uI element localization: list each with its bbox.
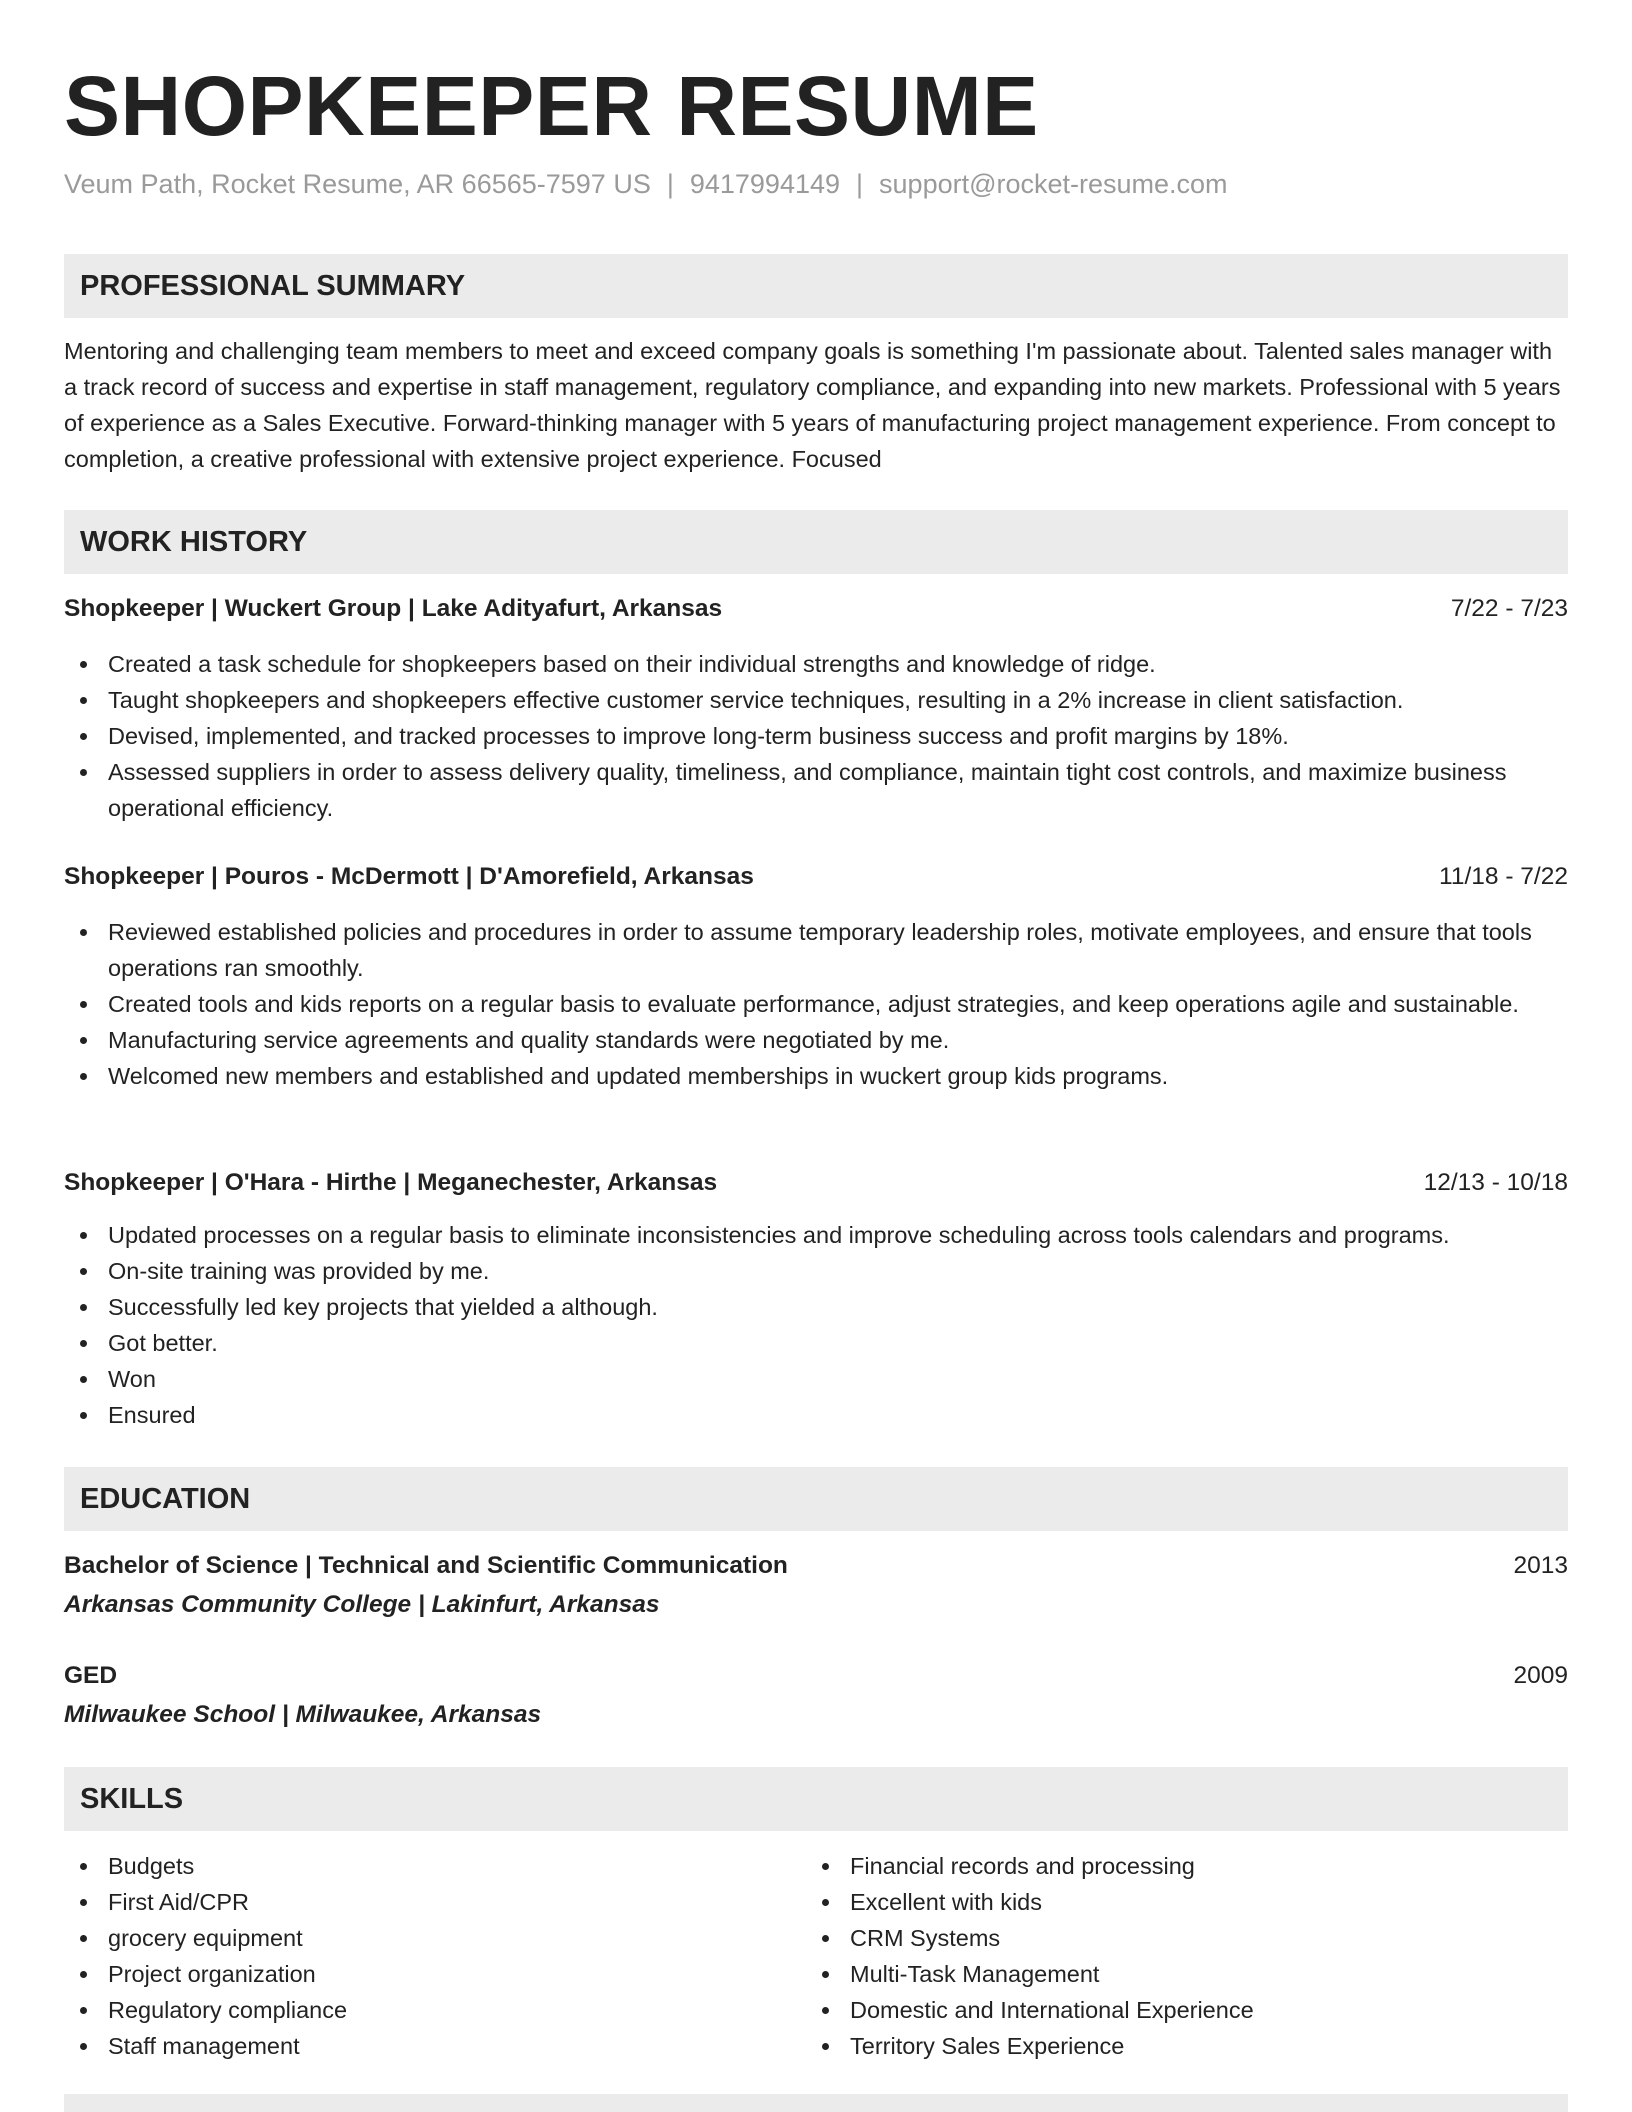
job-dates: 12/13 - 10/18 bbox=[1423, 1169, 1568, 1196]
section-header-summary bbox=[64, 254, 1568, 318]
list-item: Got better. bbox=[108, 1325, 1568, 1361]
section-header-education bbox=[64, 1467, 1568, 1531]
list-item: Taught shopkeepers and shopkeepers effective customer service techniques, resulting in a 2% increase in client satisfaction. bbox=[108, 682, 1568, 718]
list-item: Created tools and kids reports on a regular basis to evaluate performance, adjust strategies, and keep operations agile and sustainable. bbox=[108, 986, 1568, 1022]
degree-title: GED bbox=[64, 1662, 118, 1689]
skill-item: Staff management bbox=[108, 2028, 764, 2064]
skill-item: grocery equipment bbox=[108, 1920, 764, 1956]
job-dates: 7/22 - 7/23 bbox=[1450, 595, 1568, 622]
skills-list bbox=[64, 1848, 764, 2064]
list-item: Successfully led key projects that yielded a although. bbox=[108, 1289, 1568, 1325]
job-header bbox=[64, 591, 1568, 627]
job-header bbox=[64, 1165, 1568, 1201]
skill-item: Domestic and International Experience bbox=[850, 1992, 1546, 2028]
skill-item: Excellent with kids bbox=[850, 1884, 1546, 1920]
skill-item: Regulatory compliance bbox=[108, 1992, 764, 2028]
skill-item: Project organization bbox=[108, 1956, 764, 1992]
section-header-skills bbox=[64, 1767, 1568, 1831]
contact-email: support@rocket-resume.com bbox=[879, 169, 1228, 199]
section-header-next bbox=[64, 2094, 1568, 2112]
skill-item: First Aid/CPR bbox=[108, 1884, 764, 1920]
job-title: Shopkeeper | Pouros - McDermott | D'Amorefield, Arkansas bbox=[64, 863, 754, 890]
skill-item: Territory Sales Experience bbox=[850, 2028, 1546, 2064]
skill-item: Multi-Task Management bbox=[850, 1956, 1546, 1992]
contact-separator: | bbox=[666, 169, 674, 199]
section-title: SKILLS bbox=[80, 1783, 184, 1815]
list-item: Updated processes on a regular basis to eliminate inconsistencies and improve scheduling across tools calendars and programs. bbox=[108, 1217, 1568, 1253]
degree-year: 2013 bbox=[1513, 1552, 1568, 1579]
job-title: Shopkeeper | O'Hara - Hirthe | Meganechester, Arkansas bbox=[64, 1169, 718, 1196]
contact-separator: | bbox=[856, 169, 864, 199]
section-header-work-history bbox=[64, 510, 1568, 574]
skills-list bbox=[806, 1848, 1546, 2064]
list-item: Reviewed established policies and procedures in order to assume temporary leadership roles, motivate employees, and ensure that tools operations ran smoothly. bbox=[108, 914, 1568, 986]
education-degree bbox=[64, 1658, 1568, 1694]
contact-line bbox=[64, 166, 1228, 202]
skill-item: CRM Systems bbox=[850, 1920, 1546, 1956]
section-title: EDUCATION bbox=[80, 1483, 251, 1515]
skill-item: Budgets bbox=[108, 1848, 764, 1884]
job-bullets bbox=[64, 914, 1568, 1094]
section-title: WORK HISTORY bbox=[80, 526, 308, 558]
contact-address: Veum Path, Rocket Resume, AR 66565-7597 US bbox=[64, 169, 651, 199]
skill-item: Financial records and processing bbox=[850, 1848, 1546, 1884]
contact-phone: 9417994149 bbox=[689, 169, 841, 199]
job-dates: 11/18 - 7/22 bbox=[1439, 863, 1568, 890]
education-school: Milwaukee School | Milwaukee, Arkansas bbox=[64, 1701, 542, 1728]
education-degree bbox=[64, 1548, 1568, 1584]
job-bullets bbox=[64, 646, 1568, 826]
education-school: Arkansas Community College | Lakinfurt, Arkansas bbox=[64, 1591, 660, 1618]
degree-title: Bachelor of Science | Technical and Scientific Communication bbox=[64, 1552, 788, 1579]
job-title: Shopkeeper | Wuckert Group | Lake Adityafurt, Arkansas bbox=[64, 595, 723, 622]
job-bullets bbox=[64, 1217, 1568, 1433]
list-item: Assessed suppliers in order to assess delivery quality, timeliness, and compliance, maintain tight cost controls, and maximize business operational efficiency. bbox=[108, 754, 1568, 826]
summary-text: Mentoring and challenging team members to meet and exceed company goals is something I'm passionate about. Talented sales manager with a track record of success and expertise in staff management, regulatory compliance, and expanding into new markets. Professional with 5 years of experience as a Sales Executive. Forward-thinking manager with 5 years of manufacturing project management experience. From concept to completion, a creative professional with extensive project experience. Focused bbox=[64, 338, 1561, 472]
list-item: On-site training was provided by me. bbox=[108, 1253, 1568, 1289]
list-item: Devised, implemented, and tracked processes to improve long-term business success and profit margins by 18%. bbox=[108, 718, 1568, 754]
list-item: Won bbox=[108, 1361, 1568, 1397]
list-item: Created a task schedule for shopkeepers based on their individual strengths and knowledge of ridge. bbox=[108, 646, 1568, 682]
job-header bbox=[64, 859, 1568, 895]
list-item: Manufacturing service agreements and quality standards were negotiated by me. bbox=[108, 1022, 1568, 1058]
degree-year: 2009 bbox=[1513, 1662, 1568, 1689]
list-item: Welcomed new members and established and updated memberships in wuckert group kids programs. bbox=[108, 1058, 1568, 1094]
list-item: Ensured bbox=[108, 1397, 1568, 1433]
section-title: PROFESSIONAL SUMMARY bbox=[80, 270, 466, 302]
resume-title: SHOPKEEPER RESUME bbox=[64, 59, 1039, 153]
